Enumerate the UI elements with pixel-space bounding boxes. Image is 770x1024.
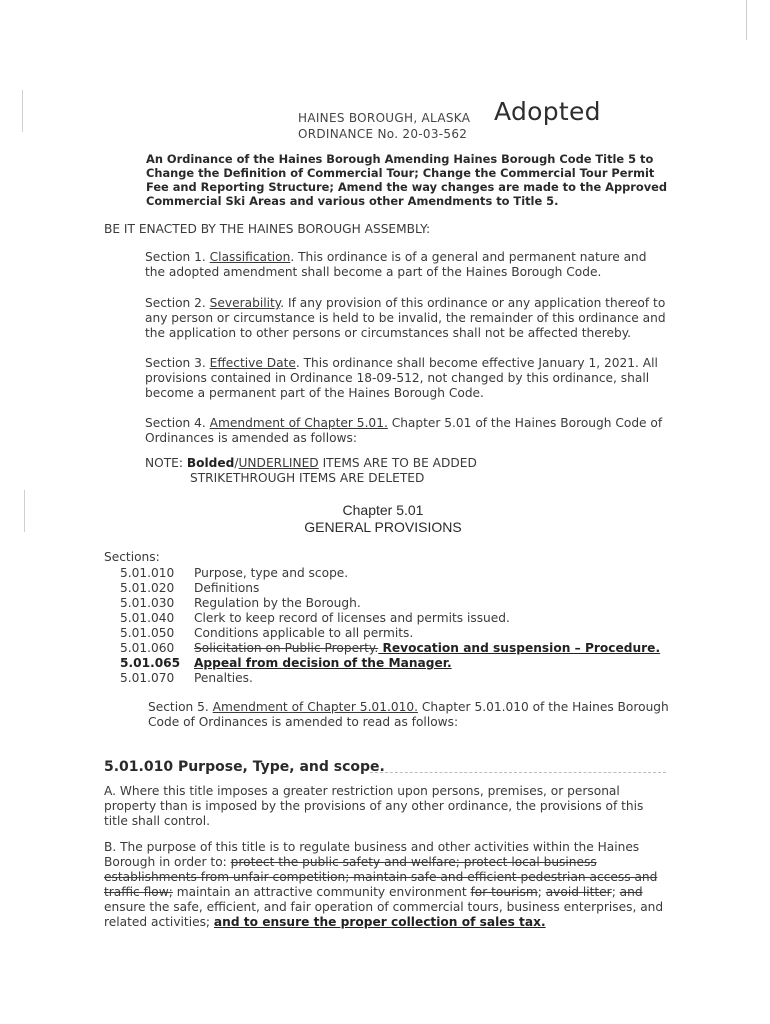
paragraph-b-struck-4: and (619, 885, 643, 899)
section-5-heading: Amendment of Chapter 5.01.010. (212, 700, 418, 714)
section-4-heading: Amendment of Chapter 5.01. (209, 416, 388, 430)
section-3 (145, 356, 670, 401)
toc-text: Regulation by the Borough. (194, 596, 361, 610)
section-3-prefix: Section 3. (145, 356, 210, 370)
heading-dashed-rule (370, 772, 666, 773)
section-4-text: Chapter 5.01 of the Haines Borough Code of Ordinances is amended as follows: (145, 416, 663, 445)
chapter-name: GENERAL PROVISIONS (304, 519, 462, 535)
paragraph-b-mid-4: ensure the safe, efficient, and fair operation of commercial tours, business enterprises, and related activities; (104, 900, 664, 929)
section-4 (145, 416, 670, 446)
paragraph-b-mid-2: ; (537, 885, 546, 899)
toc-row (120, 611, 680, 626)
toc-text: Clerk to keep record of licenses and permits issued. (194, 611, 510, 625)
scan-margin-line-middle (24, 490, 25, 532)
section-1-text: . This ordinance is of a general and permanent nature and the adopted amendment shall become a part of the Haines Borough Code. (145, 250, 647, 279)
toc-number: 5.01.050 (120, 626, 175, 640)
note-label: NOTE: (145, 456, 187, 470)
paragraph-b-added: and to ensure the proper collection of sales tax. (213, 915, 546, 929)
toc-text: Appeal from decision of the Manager. (194, 656, 452, 670)
toc-number: 5.01.010 (120, 566, 175, 580)
toc-text: Penalties. (194, 671, 253, 685)
toc-row (120, 626, 680, 641)
enacted-clause: BE IT ENACTED BY THE HAINES BOROUGH ASSEMBLY: (104, 222, 431, 236)
note-slash: / (234, 456, 239, 470)
toc-row (120, 641, 680, 656)
note-line-2: STRIKETHROUGH ITEMS ARE DELETED (190, 471, 425, 485)
section-5-prefix: Section 5. (148, 700, 213, 714)
section-2-text: . If any provision of this ordinance or any application thereof to any person or circumstance is held to be invalid, the remainder of this ordinance and the application to other persons or circumstances shall not be affected thereby. (145, 296, 666, 340)
scan-margin-line-right (746, 0, 747, 40)
toc-number: 5.01.060 (120, 641, 175, 655)
chapter-number: Chapter 5.01 (342, 502, 424, 518)
header-borough: HAINES BOROUGH, ALASKA (298, 111, 471, 125)
section-1 (145, 250, 670, 280)
adopted-stamp: Adopted (494, 97, 601, 126)
scan-margin-line-top (22, 90, 23, 132)
toc-row (120, 566, 680, 581)
section-2-heading: Severability (209, 296, 281, 310)
section-heading-5-01-010: 5.01.010 Purpose, Type, and scope. (104, 759, 385, 775)
toc-number: 5.01.040 (120, 611, 175, 625)
paragraph-b-mid-3: ; (611, 885, 620, 899)
section-3-text: . This ordinance shall become effective January 1, 2021. All provisions contained in Ordinance 18-09-512, not changed by this ordinance, shall become a permanent part of the Haines Borough Code. (145, 356, 658, 400)
section-2 (145, 296, 670, 341)
header-ordinance-number: ORDINANCE No. 20-03-562 (298, 127, 468, 141)
section-1-heading: Classification (209, 250, 291, 264)
section-3-heading: Effective Date (209, 356, 296, 370)
toc-text: Purpose, type and scope. (194, 566, 349, 580)
toc-row (120, 596, 680, 611)
toc-row (120, 671, 680, 686)
sections-label: Sections: (104, 550, 160, 564)
toc-row (120, 581, 680, 596)
toc-struck-text: Solicitation on Public Property. (194, 641, 379, 655)
paragraph-b-struck-2: for tourism (470, 885, 538, 899)
paragraph-b (104, 840, 664, 930)
section-5-text: Chapter 5.01.010 of the Haines Borough Code of Ordinances is amended to read as follows: (148, 700, 669, 729)
toc-text: Definitions (194, 581, 260, 595)
paragraph-a: A. Where this title imposes a greater restriction upon persons, premises, or personal property than is imposed by the provisions of any other ordinance, the provisions of this title shall control. (104, 784, 644, 828)
paragraph-b-struck-3: avoid litter (545, 885, 612, 899)
toc-added-text: Revocation and suspension – Procedure. (378, 641, 661, 655)
section-4-prefix: Section 4. (145, 416, 210, 430)
note-line-1 (145, 456, 477, 471)
note-rest: ITEMS ARE TO BE ADDED (318, 456, 477, 470)
toc-number: 5.01.065 (120, 656, 181, 670)
toc-number: 5.01.020 (120, 581, 175, 595)
paragraph-b-start: B. The purpose of this title is to regulate business and other activities within the Haines Borough in order to: (104, 840, 640, 869)
section-2-prefix: Section 2. (145, 296, 210, 310)
toc-row-added (120, 656, 680, 671)
section-5 (148, 700, 673, 730)
toc-number: 5.01.070 (120, 671, 175, 685)
paragraph-b-mid-1: maintain an attractive community environment (172, 885, 471, 899)
note-underlined: UNDERLINED (238, 456, 319, 470)
section-1-prefix: Section 1. (145, 250, 210, 264)
toc-number: 5.01.030 (120, 596, 175, 610)
paragraph-b-struck-1: protect the public safety and welfare; protect local business establishments from unfair competition; maintain safe and efficient pedestrian access and traffic flow; (104, 855, 658, 899)
ordinance-title: An Ordinance of the Haines Borough Amending Haines Borough Code Title 5 to Change the Definition of Commercial Tour; Change the Commercial Tour Permit Fee and Reporting Structure; Amend the way changes are made to the Approved Commercial Ski Areas and various other Amendments to Title 5. (146, 152, 668, 208)
toc-text: Conditions applicable to all permits. (194, 626, 414, 640)
note-bolded: Bolded (186, 456, 235, 470)
